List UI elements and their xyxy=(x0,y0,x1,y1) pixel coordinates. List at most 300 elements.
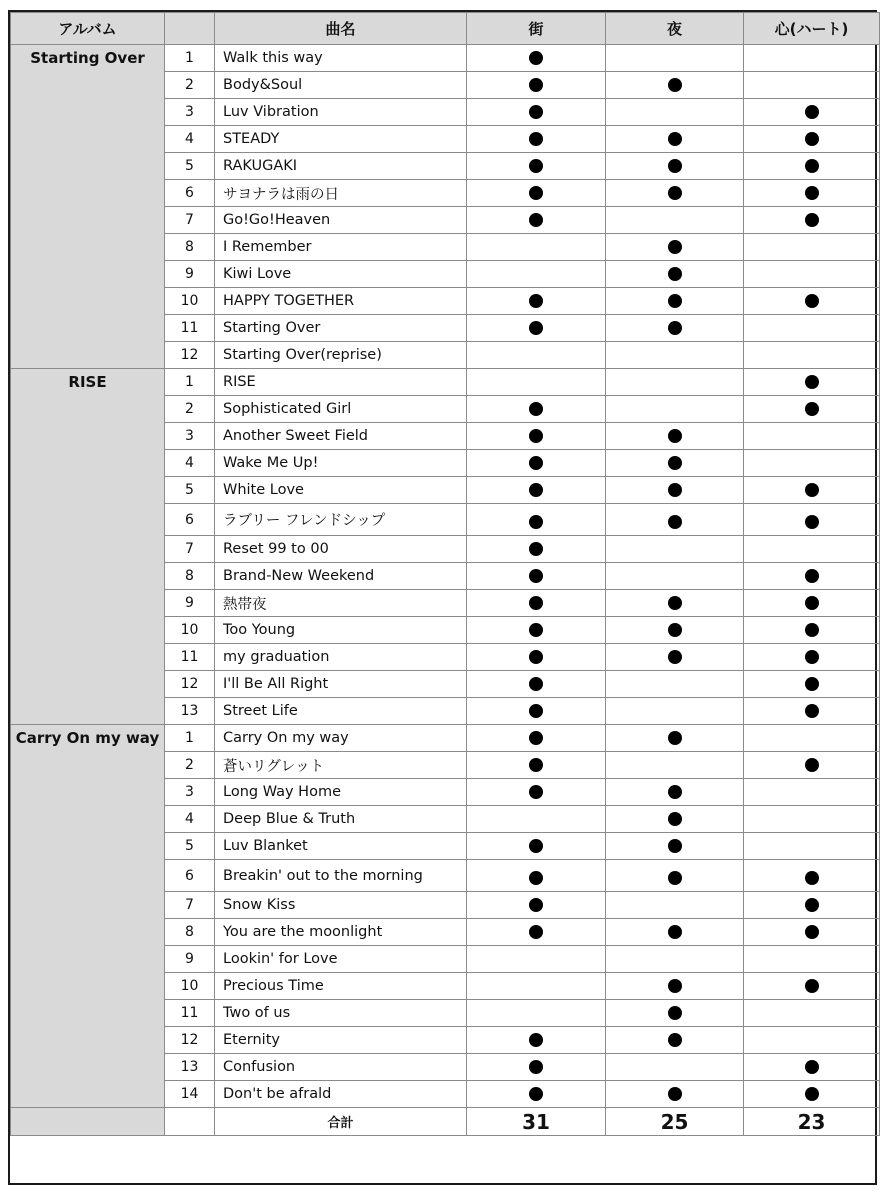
mood-heart-cell xyxy=(744,725,880,752)
table-row xyxy=(11,973,880,1000)
track-number: 5 xyxy=(165,833,215,860)
mood-town-cell xyxy=(467,342,606,369)
mood-heart-cell xyxy=(744,369,880,396)
mood-town-cell xyxy=(467,1000,606,1027)
filled-circle-icon xyxy=(668,812,682,826)
mood-night-cell xyxy=(606,919,744,946)
mood-heart-cell xyxy=(744,396,880,423)
album-cell xyxy=(11,450,165,477)
filled-circle-icon xyxy=(805,515,819,529)
filled-circle-icon xyxy=(529,159,543,173)
mood-night-cell xyxy=(606,315,744,342)
filled-circle-icon xyxy=(529,429,543,443)
track-number: 7 xyxy=(165,892,215,919)
track-title: Confusion xyxy=(215,1054,467,1081)
mood-night-cell xyxy=(606,1081,744,1108)
mood-heart-cell xyxy=(744,1027,880,1054)
track-number: 9 xyxy=(165,261,215,288)
table-row xyxy=(11,504,880,536)
album-cell xyxy=(11,72,165,99)
album-cell xyxy=(11,644,165,671)
mood-heart-cell xyxy=(744,1000,880,1027)
filled-circle-icon xyxy=(529,186,543,200)
filled-circle-icon xyxy=(805,1060,819,1074)
mood-town-cell xyxy=(467,779,606,806)
mood-heart-cell xyxy=(744,919,880,946)
mood-heart-cell xyxy=(744,99,880,126)
album-cell xyxy=(11,1027,165,1054)
table-row xyxy=(11,180,880,207)
mood-town-cell xyxy=(467,806,606,833)
table-row xyxy=(11,1054,880,1081)
track-number: 9 xyxy=(165,946,215,973)
mood-night-cell xyxy=(606,423,744,450)
album-cell xyxy=(11,180,165,207)
mood-heart-cell xyxy=(744,342,880,369)
filled-circle-icon xyxy=(668,456,682,470)
track-title: I'll Be All Right xyxy=(215,671,467,698)
mood-night-cell xyxy=(606,72,744,99)
album-cell xyxy=(11,396,165,423)
mood-night-cell xyxy=(606,153,744,180)
table-row xyxy=(11,477,880,504)
mood-town-cell xyxy=(467,590,606,617)
mood-night-cell xyxy=(606,833,744,860)
filled-circle-icon xyxy=(529,456,543,470)
mood-heart-cell xyxy=(744,450,880,477)
mood-night-cell xyxy=(606,973,744,1000)
track-title: Carry On my way xyxy=(215,725,467,752)
table-row xyxy=(11,590,880,617)
filled-circle-icon xyxy=(668,839,682,853)
filled-circle-icon xyxy=(529,704,543,718)
track-title: Lookin' for Love xyxy=(215,946,467,973)
mood-night-cell xyxy=(606,369,744,396)
mood-night-cell xyxy=(606,698,744,725)
album-cell xyxy=(11,752,165,779)
filled-circle-icon xyxy=(805,623,819,637)
filled-circle-icon xyxy=(805,402,819,416)
album-cell xyxy=(11,536,165,563)
table-row xyxy=(11,671,880,698)
mood-heart-cell xyxy=(744,752,880,779)
track-number: 11 xyxy=(165,315,215,342)
album-cell xyxy=(11,1000,165,1027)
mood-town-cell xyxy=(467,1081,606,1108)
mood-town-cell xyxy=(467,1054,606,1081)
mood-town-cell xyxy=(467,288,606,315)
header-mood-town: 街 xyxy=(467,13,606,45)
mood-heart-cell xyxy=(744,536,880,563)
track-number: 6 xyxy=(165,504,215,536)
mood-town-cell xyxy=(467,126,606,153)
track-title: Precious Time xyxy=(215,973,467,1000)
album-cell xyxy=(11,892,165,919)
mood-town-cell xyxy=(467,45,606,72)
filled-circle-icon xyxy=(805,704,819,718)
filled-circle-icon xyxy=(529,898,543,912)
filled-circle-icon xyxy=(668,294,682,308)
mood-town-cell xyxy=(467,860,606,892)
mood-heart-cell xyxy=(744,1081,880,1108)
filled-circle-icon xyxy=(805,186,819,200)
filled-circle-icon xyxy=(529,213,543,227)
mood-night-cell xyxy=(606,1000,744,1027)
album-cell xyxy=(11,779,165,806)
filled-circle-icon xyxy=(529,483,543,497)
mood-town-cell xyxy=(467,99,606,126)
total-heart: 23 xyxy=(744,1108,880,1136)
mood-heart-cell xyxy=(744,153,880,180)
filled-circle-icon xyxy=(805,159,819,173)
track-title: Two of us xyxy=(215,1000,467,1027)
mood-town-cell xyxy=(467,423,606,450)
mood-night-cell xyxy=(606,450,744,477)
table-row xyxy=(11,860,880,892)
track-title: RISE xyxy=(215,369,467,396)
filled-circle-icon xyxy=(529,785,543,799)
table-row xyxy=(11,698,880,725)
track-number: 13 xyxy=(165,698,215,725)
filled-circle-icon xyxy=(529,839,543,853)
album-cell xyxy=(11,671,165,698)
track-title: Street Life xyxy=(215,698,467,725)
mood-heart-cell xyxy=(744,860,880,892)
header-mood-night: 夜 xyxy=(606,13,744,45)
filled-circle-icon xyxy=(529,51,543,65)
mood-town-cell xyxy=(467,1027,606,1054)
mood-night-cell xyxy=(606,536,744,563)
filled-circle-icon xyxy=(529,1060,543,1074)
filled-circle-icon xyxy=(529,596,543,610)
track-number: 1 xyxy=(165,45,215,72)
album-name: RISE xyxy=(11,369,165,396)
album-cell xyxy=(11,860,165,892)
mood-town-cell xyxy=(467,180,606,207)
filled-circle-icon xyxy=(805,979,819,993)
table-row xyxy=(11,725,880,752)
mood-heart-cell xyxy=(744,590,880,617)
track-title: You are the moonlight xyxy=(215,919,467,946)
track-number: 6 xyxy=(165,860,215,892)
track-number: 5 xyxy=(165,153,215,180)
track-title: Don't be afrald xyxy=(215,1081,467,1108)
mood-town-cell xyxy=(467,153,606,180)
mood-night-cell xyxy=(606,946,744,973)
mood-town-cell xyxy=(467,504,606,536)
table-row xyxy=(11,45,880,72)
total-album-cell xyxy=(11,1108,165,1136)
table-row xyxy=(11,315,880,342)
filled-circle-icon xyxy=(668,515,682,529)
mood-night-cell xyxy=(606,671,744,698)
filled-circle-icon xyxy=(805,758,819,772)
mood-heart-cell xyxy=(744,644,880,671)
mood-night-cell xyxy=(606,504,744,536)
mood-night-cell xyxy=(606,477,744,504)
mood-night-cell xyxy=(606,617,744,644)
mood-night-cell xyxy=(606,207,744,234)
table-row xyxy=(11,563,880,590)
filled-circle-icon xyxy=(668,979,682,993)
filled-circle-icon xyxy=(668,186,682,200)
mood-heart-cell xyxy=(744,288,880,315)
album-name: Carry On my way xyxy=(11,725,165,752)
track-number: 7 xyxy=(165,207,215,234)
album-cell xyxy=(11,563,165,590)
filled-circle-icon xyxy=(529,758,543,772)
mood-heart-cell xyxy=(744,180,880,207)
track-number: 12 xyxy=(165,671,215,698)
filled-circle-icon xyxy=(805,375,819,389)
filled-circle-icon xyxy=(529,871,543,885)
total-night: 25 xyxy=(606,1108,744,1136)
mood-heart-cell xyxy=(744,72,880,99)
mood-night-cell xyxy=(606,806,744,833)
table-row xyxy=(11,234,880,261)
track-number: 3 xyxy=(165,779,215,806)
filled-circle-icon xyxy=(529,1033,543,1047)
album-cell xyxy=(11,973,165,1000)
mood-heart-cell xyxy=(744,617,880,644)
track-number: 8 xyxy=(165,234,215,261)
track-number: 3 xyxy=(165,99,215,126)
filled-circle-icon xyxy=(805,132,819,146)
track-number: 13 xyxy=(165,1054,215,1081)
filled-circle-icon xyxy=(668,1033,682,1047)
track-number: 3 xyxy=(165,423,215,450)
album-cell xyxy=(11,261,165,288)
track-number: 11 xyxy=(165,1000,215,1027)
filled-circle-icon xyxy=(529,623,543,637)
filled-circle-icon xyxy=(805,213,819,227)
table-row xyxy=(11,1081,880,1108)
header-title: 曲名 xyxy=(215,13,467,45)
track-number: 12 xyxy=(165,1027,215,1054)
track-title: Another Sweet Field xyxy=(215,423,467,450)
mood-night-cell xyxy=(606,126,744,153)
track-title: White Love xyxy=(215,477,467,504)
header-album: アルバム xyxy=(11,13,165,45)
track-title: サヨナラは雨の日 xyxy=(215,180,467,207)
track-number: 2 xyxy=(165,72,215,99)
mood-night-cell xyxy=(606,45,744,72)
album-cell xyxy=(11,946,165,973)
mood-town-cell xyxy=(467,946,606,973)
album-cell xyxy=(11,234,165,261)
mood-heart-cell xyxy=(744,504,880,536)
album-cell xyxy=(11,342,165,369)
mood-heart-cell xyxy=(744,833,880,860)
mood-town-cell xyxy=(467,477,606,504)
mood-town-cell xyxy=(467,725,606,752)
mood-night-cell xyxy=(606,644,744,671)
album-cell xyxy=(11,153,165,180)
table-row xyxy=(11,99,880,126)
filled-circle-icon xyxy=(805,898,819,912)
song-mood-table-sheet xyxy=(8,10,877,1185)
table-row xyxy=(11,1027,880,1054)
filled-circle-icon xyxy=(668,785,682,799)
track-title: Breakin' out to the morning xyxy=(215,860,467,892)
track-number: 4 xyxy=(165,126,215,153)
mood-town-cell xyxy=(467,671,606,698)
track-number: 1 xyxy=(165,725,215,752)
album-cell xyxy=(11,477,165,504)
mood-town-cell xyxy=(467,644,606,671)
track-title: ラブリー フレンドシップ xyxy=(215,504,467,536)
table-row xyxy=(11,919,880,946)
mood-heart-cell xyxy=(744,779,880,806)
filled-circle-icon xyxy=(668,871,682,885)
track-title: Starting Over xyxy=(215,315,467,342)
track-title: Deep Blue & Truth xyxy=(215,806,467,833)
filled-circle-icon xyxy=(805,925,819,939)
mood-night-cell xyxy=(606,234,744,261)
mood-heart-cell xyxy=(744,946,880,973)
filled-circle-icon xyxy=(805,1087,819,1101)
track-number: 10 xyxy=(165,617,215,644)
mood-town-cell xyxy=(467,617,606,644)
mood-town-cell xyxy=(467,72,606,99)
filled-circle-icon xyxy=(668,650,682,664)
filled-circle-icon xyxy=(805,871,819,885)
mood-night-cell xyxy=(606,99,744,126)
mood-town-cell xyxy=(467,396,606,423)
album-cell xyxy=(11,423,165,450)
table-row xyxy=(11,207,880,234)
mood-night-cell xyxy=(606,342,744,369)
mood-night-cell xyxy=(606,752,744,779)
mood-town-cell xyxy=(467,450,606,477)
mood-heart-cell xyxy=(744,207,880,234)
track-title: Eternity xyxy=(215,1027,467,1054)
mood-night-cell xyxy=(606,860,744,892)
filled-circle-icon xyxy=(805,596,819,610)
track-title: Go!Go!Heaven xyxy=(215,207,467,234)
mood-town-cell xyxy=(467,833,606,860)
table-row xyxy=(11,153,880,180)
track-number: 9 xyxy=(165,590,215,617)
album-cell xyxy=(11,99,165,126)
table-row xyxy=(11,779,880,806)
mood-town-cell xyxy=(467,563,606,590)
filled-circle-icon xyxy=(668,1006,682,1020)
mood-heart-cell xyxy=(744,671,880,698)
album-name: Starting Over xyxy=(11,45,165,72)
table-row xyxy=(11,617,880,644)
track-title: Walk this way xyxy=(215,45,467,72)
table-row xyxy=(11,1000,880,1027)
track-title: Body&Soul xyxy=(215,72,467,99)
filled-circle-icon xyxy=(529,515,543,529)
album-cell xyxy=(11,1081,165,1108)
filled-circle-icon xyxy=(805,650,819,664)
filled-circle-icon xyxy=(668,240,682,254)
mood-heart-cell xyxy=(744,973,880,1000)
mood-heart-cell xyxy=(744,477,880,504)
filled-circle-icon xyxy=(529,402,543,416)
mood-night-cell xyxy=(606,1054,744,1081)
album-cell xyxy=(11,698,165,725)
track-title: RAKUGAKI xyxy=(215,153,467,180)
filled-circle-icon xyxy=(529,132,543,146)
table-row xyxy=(11,644,880,671)
filled-circle-icon xyxy=(529,1087,543,1101)
filled-circle-icon xyxy=(668,596,682,610)
filled-circle-icon xyxy=(529,650,543,664)
table-row xyxy=(11,833,880,860)
filled-circle-icon xyxy=(668,159,682,173)
filled-circle-icon xyxy=(668,623,682,637)
track-number: 10 xyxy=(165,288,215,315)
filled-circle-icon xyxy=(529,294,543,308)
mood-town-cell xyxy=(467,919,606,946)
mood-night-cell xyxy=(606,590,744,617)
track-title: my graduation xyxy=(215,644,467,671)
filled-circle-icon xyxy=(529,105,543,119)
mood-heart-cell xyxy=(744,563,880,590)
mood-night-cell xyxy=(606,288,744,315)
mood-town-cell xyxy=(467,536,606,563)
track-title: Sophisticated Girl xyxy=(215,396,467,423)
filled-circle-icon xyxy=(668,267,682,281)
filled-circle-icon xyxy=(805,483,819,497)
mood-heart-cell xyxy=(744,698,880,725)
mood-town-cell xyxy=(467,973,606,1000)
mood-night-cell xyxy=(606,779,744,806)
mood-night-cell xyxy=(606,1027,744,1054)
album-cell xyxy=(11,207,165,234)
total-label: 合計 xyxy=(215,1108,467,1136)
track-title: Luv Blanket xyxy=(215,833,467,860)
table-row xyxy=(11,946,880,973)
track-number: 2 xyxy=(165,396,215,423)
album-cell xyxy=(11,315,165,342)
track-title: I Remember xyxy=(215,234,467,261)
table-row xyxy=(11,126,880,153)
track-number: 14 xyxy=(165,1081,215,1108)
track-title: Brand-New Weekend xyxy=(215,563,467,590)
header-number xyxy=(165,13,215,45)
filled-circle-icon xyxy=(529,569,543,583)
mood-heart-cell xyxy=(744,234,880,261)
track-title: Too Young xyxy=(215,617,467,644)
track-number: 5 xyxy=(165,477,215,504)
track-title: 蒼いリグレット xyxy=(215,752,467,779)
filled-circle-icon xyxy=(529,731,543,745)
table-body xyxy=(11,45,880,1108)
mood-town-cell xyxy=(467,207,606,234)
filled-circle-icon xyxy=(668,483,682,497)
track-number: 12 xyxy=(165,342,215,369)
mood-heart-cell xyxy=(744,892,880,919)
album-cell xyxy=(11,590,165,617)
table-row xyxy=(11,288,880,315)
header-mood-heart: 心(ハート) xyxy=(744,13,880,45)
mood-town-cell xyxy=(467,698,606,725)
mood-town-cell xyxy=(467,261,606,288)
filled-circle-icon xyxy=(668,731,682,745)
filled-circle-icon xyxy=(529,677,543,691)
mood-heart-cell xyxy=(744,315,880,342)
track-number: 1 xyxy=(165,369,215,396)
table-row xyxy=(11,342,880,369)
mood-night-cell xyxy=(606,261,744,288)
track-title: HAPPY TOGETHER xyxy=(215,288,467,315)
filled-circle-icon xyxy=(529,321,543,335)
album-cell xyxy=(11,1054,165,1081)
